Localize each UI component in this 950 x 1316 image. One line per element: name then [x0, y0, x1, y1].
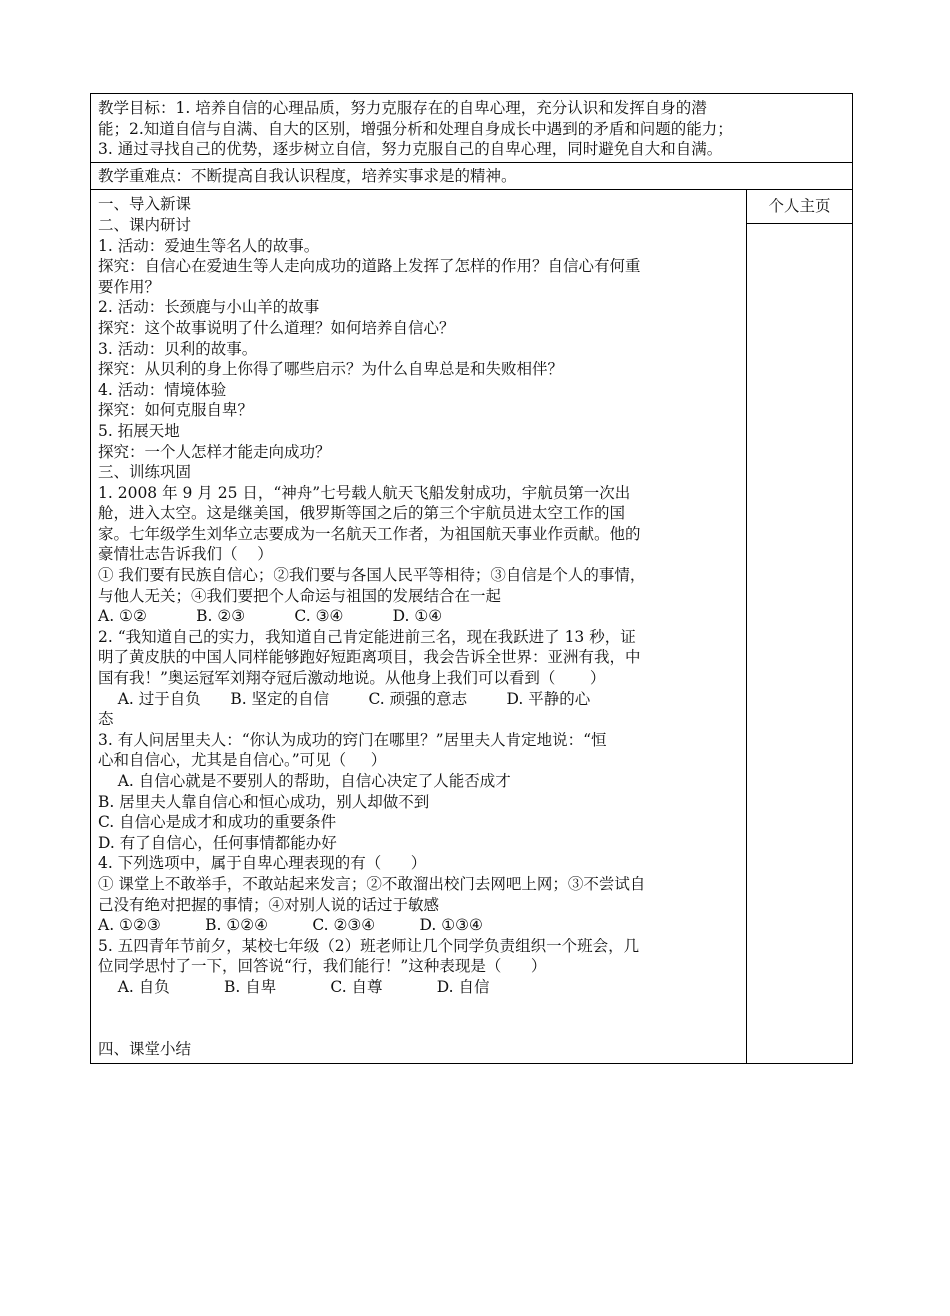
content-lines — [98, 194, 742, 997]
content-line: 探究：自信心在爱迪生等人走向成功的道路上发挥了怎样的作用？自信心有何重 — [98, 257, 641, 276]
lesson-plan-table — [90, 93, 853, 1064]
content-line: 5. 五四青年节前夕，某校七年级（2）班老师让几个同学负责组织一个班会，几 — [98, 936, 640, 955]
key-points-text: 教学重难点：不断提高自我认识程度，培养实事求是的精神。 — [98, 166, 517, 185]
key-points-cell — [91, 162, 853, 190]
content-line: 探究：从贝利的身上你得了哪些启示？为什么自卑总是和失败相伴？ — [98, 360, 564, 379]
content-row — [91, 190, 853, 1064]
objectives-line: 教学目标：1. 培养自信的心理品质，努力克服存在的自卑心理，充分认识和发挥自身的潜 — [98, 99, 707, 117]
content-line: A. 过于自负 B. 坚定的自信 C. 顽强的意志 D. 平静的心 — [98, 689, 591, 708]
content-line: 心和自信心，尤其是自信心。”可见（ ） — [98, 751, 387, 770]
content-line: A. 自负 B. 自卑 C. 自尊 D. 自信 — [98, 977, 490, 996]
content-line: D. 有了自信心，任何事情都能办好 — [98, 833, 337, 852]
content-line: A. ①② B. ②③ C. ③④ D. ①④ — [98, 607, 443, 626]
content-line: 己没有绝对把握的事情；④对别人说的话过于敏感 — [98, 895, 440, 914]
content-line: 国有我！”奥运冠军刘翔夺冠后激动地说。从他身上我们可以看到（ ） — [98, 669, 606, 688]
key-points-row — [91, 162, 853, 190]
content-line: 豪情壮志告诉我们（ ） — [98, 545, 273, 564]
content-line: 二、课内研讨 — [98, 215, 192, 234]
objectives-row — [91, 94, 853, 163]
sidebar-cell — [747, 190, 853, 1064]
content-line: 家。七年级学生刘华立志要成为一名航天工作者，为祖国航天事业作贡献。他的 — [98, 524, 641, 543]
content-line: A. ①②③ B. ①②④ C. ②③④ D. ①③④ — [98, 916, 483, 935]
content-line: 态 — [98, 710, 114, 729]
content-line: 4. 下列选项中，属于自卑心理表现的有（ ） — [98, 854, 427, 873]
content-line: C. 自信心是成才和成功的重要条件 — [98, 813, 337, 832]
content-line: A. 自信心就是不要别人的帮助，自信心决定了人能否成才 — [98, 772, 511, 790]
summary-heading: 四、课堂小结 — [98, 1039, 192, 1058]
content-line: 探究：这个故事说明了什么道理？如何培养自信心？ — [98, 318, 455, 337]
content-line: 一、导入新课 — [98, 195, 192, 214]
objectives-line: 3. 通过寻找自己的优势，逐步树立自信，努力克服自己的自卑心理，同时避免自大和自满。 — [98, 140, 723, 159]
content-line: B. 居里夫人靠自信心和恒心成功，别人却做不到 — [98, 792, 430, 811]
blank-space — [98, 998, 742, 1039]
content-line: 明了黄皮肤的中国人同样能够跑好短距离项目，我会告诉全世界：亚洲有我，中 — [98, 648, 641, 667]
content-line: 要作用？ — [98, 277, 161, 296]
content-line: 舱，进入太空。这是继美国，俄罗斯等国之后的第三个宇航员进太空工作的国 — [98, 504, 626, 523]
content-line: 探究：如何克服自卑？ — [98, 401, 254, 420]
content-line: 5. 拓展天地 — [98, 421, 180, 440]
content-line: 位同学思忖了一下，回答说“行，我们能行！”这种表现是（ ） — [98, 957, 547, 976]
content-line: 与他人无关；④我们要把个人命运与祖国的发展结合在一起 — [98, 586, 502, 605]
content-line: ① 我们要有民族自信心；②我们要与各国人民平等相待；③自信是个人的事情， — [98, 566, 646, 585]
sidebar-title: 个人主页 — [747, 190, 852, 224]
content-line: 1. 2008 年 9 月 25 日，“神舟”七号载人航天飞船发射成功，宇航员第一次出 — [98, 483, 631, 502]
content-line: ① 课堂上不敢举手，不敢站起来发言；②不敢溜出校门去网吧上网；③不尝试自 — [98, 874, 646, 893]
content-line: 4. 活动：情境体验 — [98, 380, 227, 399]
main-content-cell — [91, 190, 747, 1064]
content-line: 1. 活动：爱迪生等名人的故事。 — [98, 236, 320, 255]
content-line: 三、训练巩固 — [98, 463, 192, 482]
content-line: 探究：一个人怎样才能走向成功？ — [98, 442, 331, 461]
content-line: 2. “我知道自己的实力，我知道自己肯定能进前三名，现在我跃进了 13 秒，证 — [98, 627, 636, 646]
content-line: 3. 活动：贝利的故事。 — [98, 339, 258, 358]
objectives-line: 能；2.知道自信与自满、自大的区别，增强分析和处理自身成长中遇到的矛盾和问题的能力； — [98, 119, 733, 138]
content-line: 3. 有人问居里夫人：“你认为成功的窍门在哪里？”居里夫人肯定地说：“恒 — [98, 730, 607, 749]
objectives-cell — [91, 94, 853, 163]
content-line: 2. 活动：长颈鹿与小山羊的故事 — [98, 298, 320, 317]
